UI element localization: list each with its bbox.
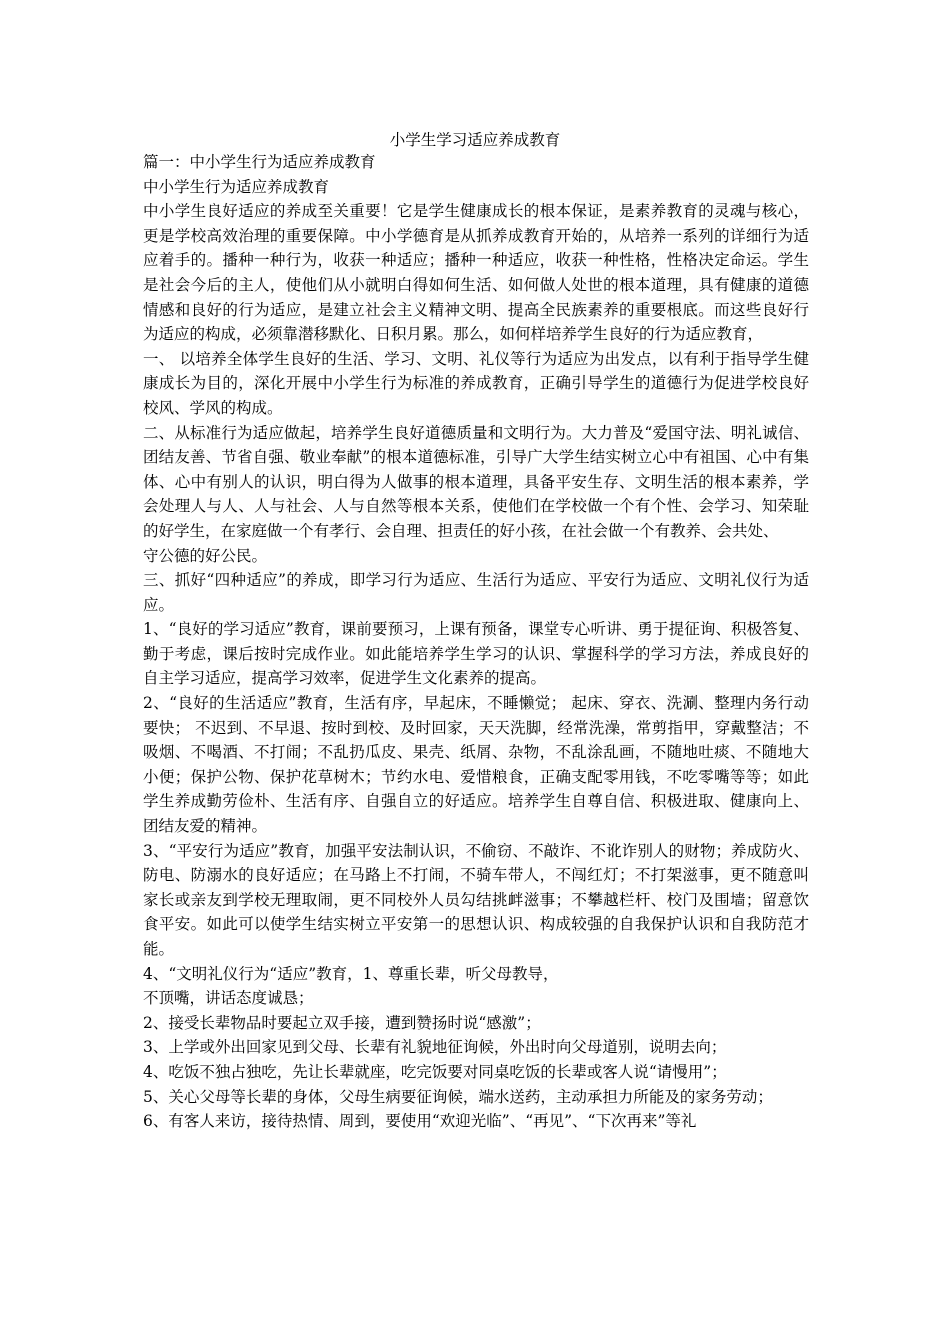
paragraph: 2、“良好的生活适应”教育，生活有序，早起床，不睡懒觉； 起床、穿衣、洗涮、整理内务行动要快； 不迟到、不早退、按时到校、及时回家，天天洗脚，经常洗澡，常剪指甲，穿戴整洁；不吸烟、不喝酒、不打闹；不乱扔瓜皮、果壳、纸屑、杂物，不乱涂乱画，不随地吐痰、不随地大小便；保护公物、保护花草树木；节约水电、爱惜粮食，正确支配零用钱，不吃零嘴等等；如此学生养成勤劳俭朴、生活有序、自强自立的好适应。培养学生自尊自信、积极进取、健康向上、团结友爱的精神。 [143, 694, 809, 836]
paragraph: 6、有客人来访，接待热情、周到，要使用“欢迎光临”、“再见”、“下次再来”等礼 [143, 1112, 697, 1131]
paragraph: 守公德的好公民。 [143, 546, 268, 565]
paragraph: 不顶嘴，讲话态度诚恳； [143, 989, 314, 1008]
paragraph: 3、上学或外出回家见到父母、长辈有礼貌地征询候，外出时向父母道别，说明去向； [143, 1038, 727, 1057]
paragraph: 中小学生良好适应的养成至关重要！它是学生健康成长的根本保证，是素养教育的灵魂与核心，更是学校高效治理的重要保障。中小学德育是从抓养成教育开始的，从培养一系列的详细行为适应着手的。播种一种行为，收获一种适应；播种一种适应，收获一种性格，性格决定命运。学生是社会今后的主人，使他们从小就明白得如何生活、如何做人处世的根本道理，具有健康的道德情感和良好的行为适应，是建立社会主义精神文明、提高全民族素养的重要根底。而这些良好行为适应的构成，必须靠潜移默化、日积月累。那么，如何样培养学生良好的行为适应教育， [143, 202, 809, 344]
paragraph: 4、吃饭不独占独吃，先让长辈就座，吃完饭要对同桌吃饭的长辈或客人说“请慢用”； [143, 1062, 727, 1081]
paragraph: 二、从标准行为适应做起，培养学生良好道德质量和文明行为。大力普及“爱国守法、明礼诚信、团结友善、节省自强、敬业奉献”的根本道德标准，引导广大学生结实树立心中有祖国、心中有集体、心中有别人的认识，明白得为人做事的根本道理，具备平安生存、文明生活的根本素养，学会处理人与人、人与社会、人与自然等根本关系，使他们在学校做一个有个性、会学习、知荣耻的好学生，在家庭做一个有孝行、会自理、担责任的好小孩，在社会做一个有教养、会共处、 [143, 423, 809, 540]
document-title: 小学生学习适应养成教育 [389, 131, 561, 149]
paragraph: 篇一：中小学生行为适应养成教育 [143, 153, 376, 171]
paragraph: 2、接受长辈物品时要起立双手接，遭到赞扬时说“感激”； [143, 1013, 541, 1032]
paragraph: 中小学生行为适应养成教育 [143, 177, 330, 196]
paragraph: 一、 以培养全体学生良好的生活、学习、文明、礼仪等行为适应为出发点，以有利于指导学生健康成长为目的，深化开展中小学生行为标准的养成教育，正确引导学生的道德行为促进学校良好校风、学风的构成。 [143, 349, 809, 417]
paragraph: 3、“平安行为适应”教育，加强平安法制认识，不偷窃、不敲诈、不讹诈别人的财物；养成防火、防电、防溺水的良好适应；在马路上不打闹，不骑车带人，不闯红灯；不打架滋事，更不随意叫家长或亲友到学校无理取闹，更不同校外人员勾结挑衅滋事；不攀越栏杆、校门及围墙；留意饮食平安。如此可以使学生结实树立平安第一的思想认识、构成较强的自我保护认识和自我防范才能。 [143, 841, 809, 958]
paragraph: 4、“文明礼仪行为“适应”教育，1、尊重长辈，听父母教导， [143, 964, 559, 983]
paragraph: 5、关心父母等长辈的身体，父母生病要征询候，端水送药，主动承担力所能及的家务劳动； [143, 1087, 773, 1106]
paragraph: 1、“良好的学习适应”教育，课前要预习，上课有预备，课堂专心听讲、勇于提征询、积极答复、勤于考虑，课后按时完成作业。如此能培养学生学习的认识、掌握科学的学习方法，养成良好的自主学习适应，提高学习效率，促进学生文化素养的提高。 [143, 620, 809, 688]
paragraph: 三、抓好“四种适应”的养成，即学习行为适应、生活行为适应、平安行为适应、文明礼仪行为适应。 [143, 571, 809, 614]
document-body [143, 150, 809, 1134]
